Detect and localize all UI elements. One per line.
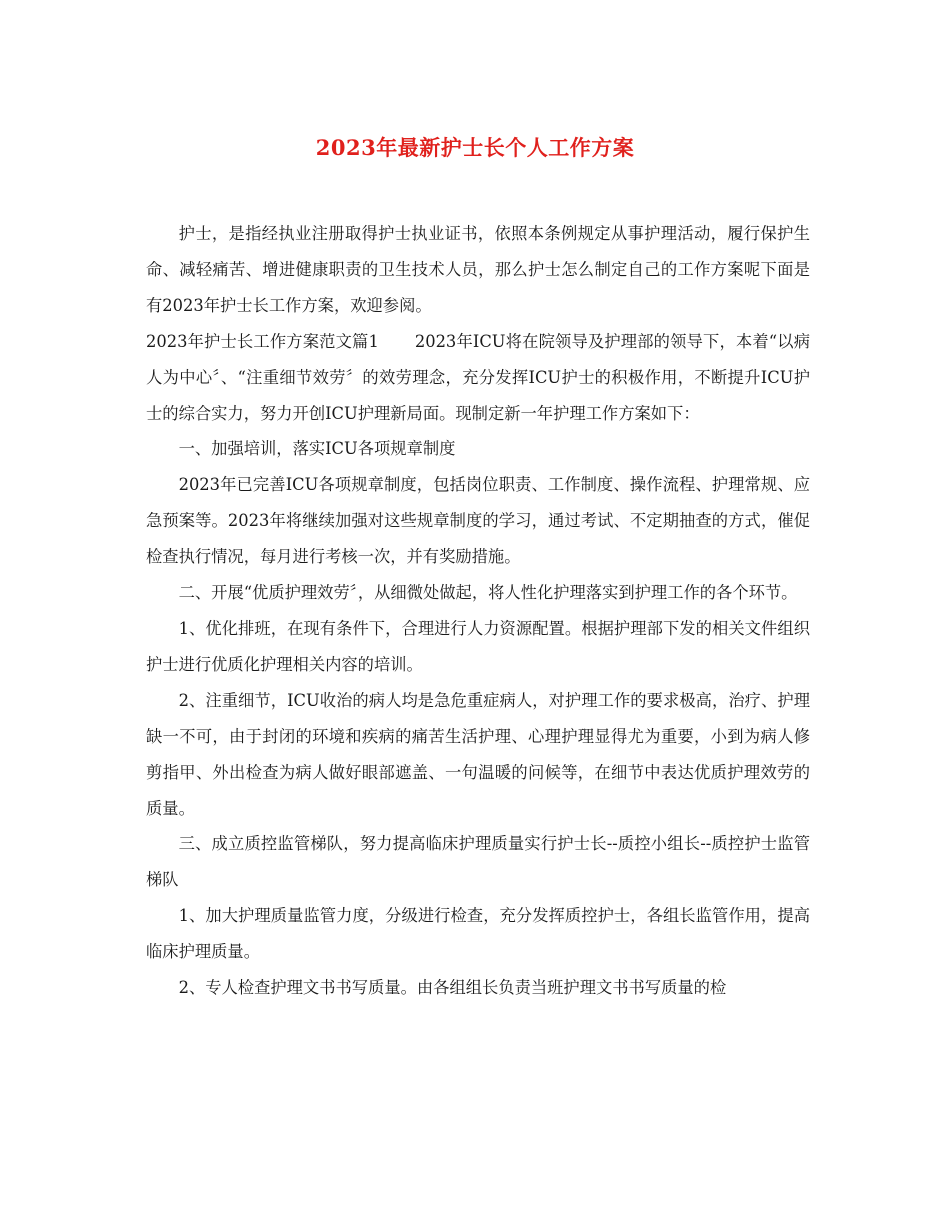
section-heading-2: 二、开展“优质护理效劳〞，从细微处做起，将人性化护理落实到护理工作的各个环节。: [178, 583, 798, 603]
body-paragraph-2: 1、优化排班，在现有条件下，合理进行人力资源配置。根据护理部下发的相关文件组织护士进行优质化护理相关内容的培训。: [146, 618, 810, 674]
document-title: 2023年最新护士长个人工作方案: [315, 135, 635, 160]
body-paragraph-1: 2023年已完善ICU各项规章制度，包括岗位职责、工作制度、操作流程、护理常规、应急预案等。2023年将继续加强对这些规章制度的学习，通过考试、不定期抽查的方式，催促检查执行情况，每月进行考核一次，并有奖励措施。: [146, 475, 810, 567]
section-heading-3: 三、成立质控监管梯队，努力提高临床护理质量实行护士长--质控小组长--质控护士监管梯队: [146, 834, 810, 890]
section-heading-1: 一、加强培训，落实ICU各项规章制度: [178, 439, 456, 459]
body-paragraph-4: 1、加大护理质量监管力度，分级进行检查，充分发挥质控护士，各组长监管作用，提高临床护理质量。: [146, 906, 810, 962]
sample-paragraph: [146, 324, 810, 432]
body-paragraph-5: 2、专人检查护理文书书写质量。由各组组长负责当班护理文书书写质量的检: [178, 978, 727, 998]
sample-heading: 2023年护士长工作方案范文篇1: [146, 331, 379, 351]
body-paragraph-3: 2、注重细节，ICU收治的病人均是急危重症病人，对护理工作的要求极高，治疗、护理缺一不可，由于封闭的环境和疾病的痛苦生活护理、心理护理显得尤为重要，小到为病人修剪指甲、外出检查为病人做好眼部遮盖、一句温暖的问候等，在细节中表达优质护理效劳的质量。: [146, 690, 810, 818]
intro-paragraph: 护士，是指经执业注册取得护士执业证书，依照本条例规定从事护理活动，履行保护生命、减轻痛苦、增进健康职责的卫生技术人员，那么护士怎么制定自己的工作方案呢下面是有2023年护士长工作方案，欢迎参阅。: [146, 224, 810, 315]
document-body: [146, 216, 810, 1006]
sample-lead: 2023年ICU将在院领导及护理部的领导下，本着“以病人为中心〞、“注重细节效劳〞的效劳理念，充分发挥ICU护士的积极作用，不断提升ICU护士的综合实力，努力开创ICU护理新局面。现制定新一年护理工作方案如下：: [146, 331, 811, 423]
